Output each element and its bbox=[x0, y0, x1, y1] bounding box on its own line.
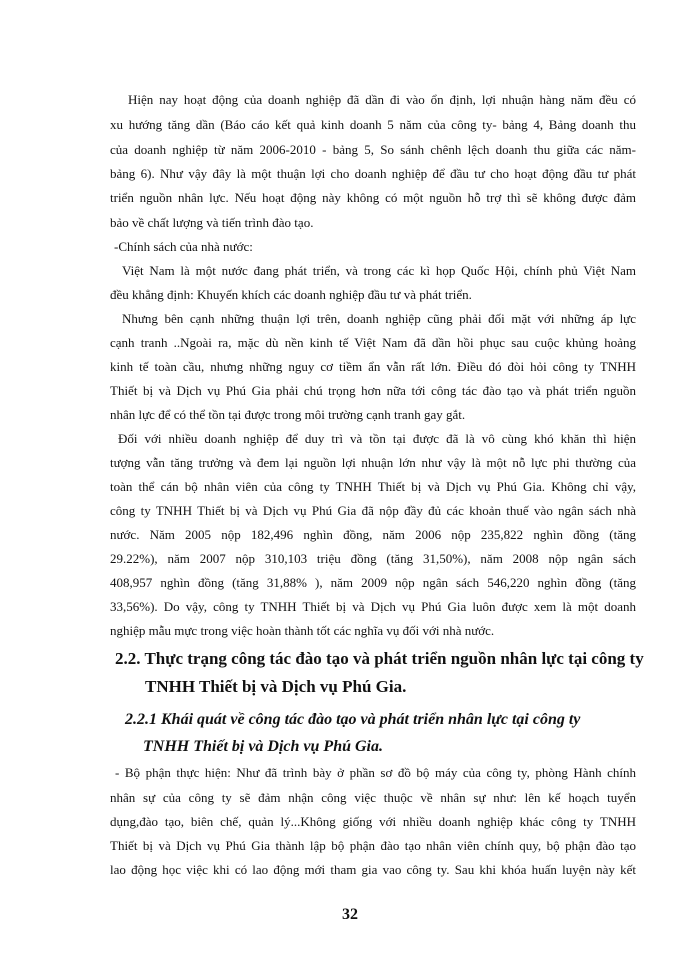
text-line: nhân sự của công ty sẽ đảm nhận công việc thuộc về nhân sự như: lên kế hoạch tuyển bbox=[110, 790, 636, 805]
text-line: công ty TNHH Thiết bị và Dịch vụ Phú Gia đã nộp đầy đủ các khoản thuế vào ngân sách nhà bbox=[110, 503, 636, 518]
section-heading-2-2-cont: TNHH Thiết bị và Dịch vụ Phú Gia. bbox=[145, 677, 407, 696]
policy-heading: -Chính sách của nhà nước: bbox=[114, 239, 253, 254]
text-line: dụng,đào tạo, biên chế, quản lý...Không giống với nhiều doanh nghiệp khác công ty TNHH bbox=[110, 814, 636, 829]
text-line: nước. Năm 2005 nộp 182,496 nghìn đồng, năm 2006 nộp 235,822 nghìn đồng (tăng bbox=[110, 527, 636, 542]
text-line: Thiết bị và Dịch vụ Phú Gia phải chú trọng hơn nữa tới công tác đào tạo và phát triển nguồn bbox=[110, 383, 636, 398]
page-number: 32 bbox=[342, 906, 358, 923]
section-heading-2-2: 2.2. Thực trạng công tác đào tạo và phát triển nguồn nhân lực tại công ty bbox=[115, 649, 644, 668]
text-line: Đối với nhiều doanh nghiệp để duy trì và tồn tại được đã là vô cùng khó khăn thì hiện bbox=[118, 431, 636, 446]
text-line: cạnh tranh ..Ngoài ra, mặc dù nền kinh tế Việt Nam đã dần hồi phục sau cuộc khủng hoảng bbox=[110, 335, 636, 350]
text-line: đều khẳng định: Khuyến khích các doanh nghiệp đầu tư và phát triển. bbox=[110, 287, 472, 302]
text-line: xu hướng tăng dần (Báo cáo kết quả kinh doanh 5 năm của công ty- bảng 4, Bảng doanh thu bbox=[110, 117, 636, 132]
text-line: Hiện nay hoạt động của doanh nghiệp đã dần đi vào ổn định, lợi nhuận hàng năm đều có bbox=[128, 92, 636, 107]
text-line: 408,957 nghìn đồng (tăng 31,88% ), năm 2009 nộp ngân sách 546,220 nghìn đồng (tăng bbox=[110, 575, 636, 590]
text-line: - Bộ phận thực hiện: Như đã trình bày ở phần sơ đồ bộ máy của công ty, phòng Hành chính bbox=[115, 765, 636, 780]
text-line: Nhưng bên cạnh những thuận lợi trên, doanh nghiệp cũng phải đối mặt với những áp lực bbox=[122, 311, 636, 326]
text-line: tượng vẫn tăng trưởng và đem lại nguồn lợi nhuận lớn như vậy là một nỗ lực phi thường của bbox=[110, 455, 636, 470]
text-line: Việt Nam là một nước đang phát triển, và trong các kì họp Quốc Hội, chính phủ Việt Nam bbox=[122, 263, 636, 278]
text-line: nhân lực để có thể tồn tại được trong môi trường cạnh tranh gay gắt. bbox=[110, 407, 466, 422]
text-line: bảng 6). Như vậy đây là một thuận lợi cho doanh nghiệp để đầu tư cho hoạt động đầu tư phát bbox=[110, 166, 636, 181]
text-line: toàn thể cán bộ nhân viên của công ty TNHH Thiết bị và Dịch vụ Phú Gia. Không chỉ vậy, bbox=[110, 479, 636, 494]
text-line: kinh tế toàn cầu, nhưng những nguy cơ tiềm ẩn vẫn rất lớn. Điều đó đòi hỏi công ty TNHH bbox=[110, 359, 636, 374]
text-line: triển nguồn nhân lực. Nếu hoạt động này không có một nguồn hỗ trợ thì sẽ không được đảm bbox=[110, 190, 636, 205]
text-line: nghiệp mẫu mực trong việc hoàn thành tốt các nghĩa vụ đối với nhà nước. bbox=[110, 623, 495, 638]
text-line: của doanh nghiệp từ năm 2006-2010 - bảng 5, So sánh chênh lệch doanh thu giữa các năm- bbox=[110, 142, 636, 157]
subsection-heading-2-2-1-cont: TNHH Thiết bị và Dịch vụ Phú Gia. bbox=[143, 738, 383, 755]
text-line: 29.22%), năm 2007 nộp 310,103 triệu đồng (tăng 31,50%), năm 2008 nộp ngân sách bbox=[110, 551, 636, 566]
subsection-heading-2-2-1: 2.2.1 Khái quát về công tác đào tạo và phát triển nhân lực tại công ty bbox=[125, 711, 581, 728]
text-line: bảo về chất lượng và tiến trình đào tạo. bbox=[110, 215, 314, 230]
text-line: Thiết bị và Dịch vụ Phú Gia thành lập bộ phận đào tạo nhân viên chính quy, bộ phận đào tạo bbox=[110, 838, 636, 853]
text-line: lao động học việc khi có lao động mới tham gia vao công ty. Sau khi khóa huấn luyện này kết bbox=[110, 862, 636, 877]
text-line: 33,56%). Do vậy, công ty TNHH Thiết bị và Dịch vụ Phú Gia luôn được xem là một doanh bbox=[110, 599, 636, 614]
